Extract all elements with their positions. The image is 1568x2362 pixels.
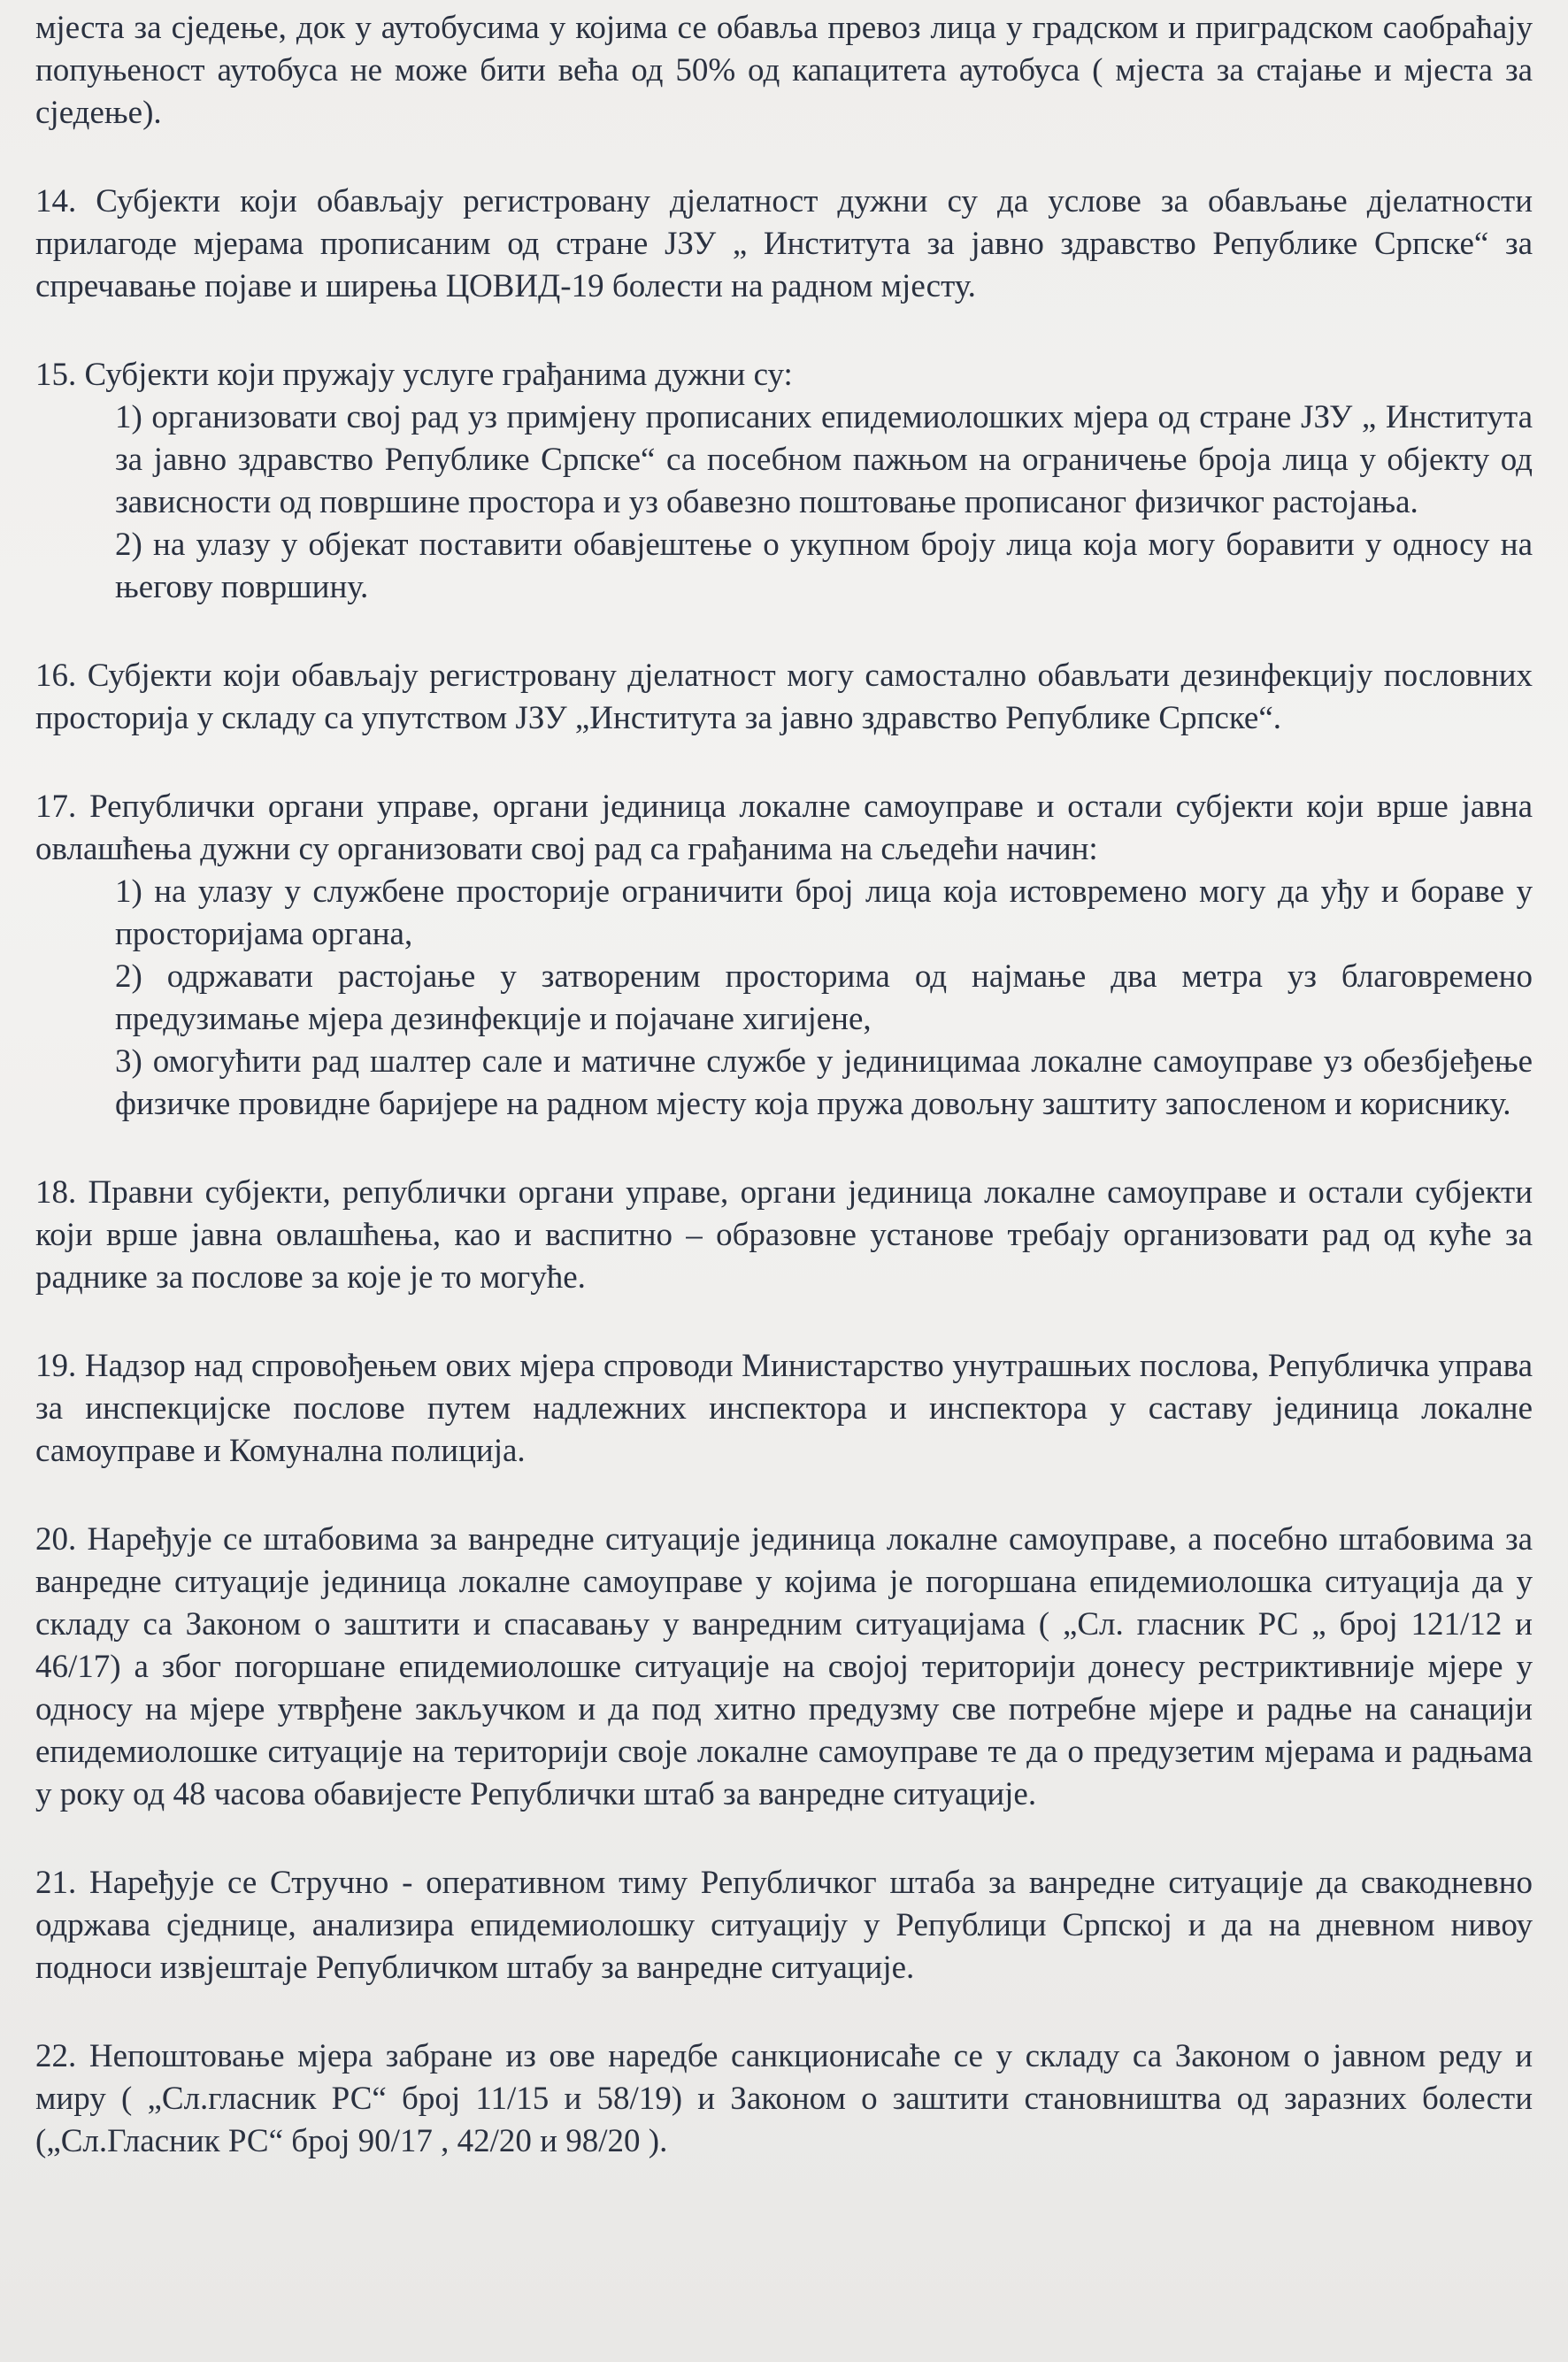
- intro-paragraph: [35, 7, 1533, 135]
- item-16: [35, 655, 1533, 740]
- item-18: [35, 1172, 1533, 1299]
- item-16-text: 16. Субјекти који обављају регистровану дјелатност могу самостално обављати дезинфекцију пословних просторија у складу са упутством ЈЗУ „Института за јавно здравство Републике Српске“.: [35, 658, 1533, 736]
- item-15-text: 15. Субјекти који пружају услуге грађанима дужни су:: [35, 357, 793, 393]
- item-15-subitems: [35, 396, 1533, 609]
- item-22: [35, 2035, 1533, 2163]
- item-17-text: 17. Републички органи управе, органи јединица локалне самоуправе и остали субјекти који врше јавна овлашћења дужни су организовати свој рад са грађанима на сљедећи начин:: [35, 789, 1533, 867]
- item-14-text: 14. Субјекти који обављају регистровану дјелатност дужни су да услове за обављање дјелатности прилагоде мјерама прописаним од стране ЈЗУ „ Института за јавно здравство Републике Српске“ за спречавање појаве и ширења ЦОВИД-19 болести на радном мјесту.: [35, 183, 1533, 304]
- item-19: [35, 1345, 1533, 1473]
- item-14: [35, 181, 1533, 308]
- item-17-subitem-1: 1) на улазу у службене просторије ограничити број лица која истовремено могу да уђу и бораве у просторијама органа,: [115, 873, 1533, 952]
- item-15-subitem-2: 2) на улазу у објекат поставити обавјештење о укупном броју лица која могу боравити у односу на његову површину.: [115, 527, 1533, 605]
- item-22-text: 22. Непоштовање мјера забране из ове наредбе санкционисаће се у складу са Законом о јавном реду и миру ( „Сл.гласник РС“ број 11/15 и 58/19) и Законом о заштити становништва од заразних болести („Сл.Гласник РС“ број 90/17 , 42/20 и 98/20 ).: [35, 2038, 1533, 2159]
- item-17-subitem-2: 2) одржавати растојање у затвореним просторима од најмање два метра уз благовремено предузимање мјера дезинфекције и појачане хигијене,: [115, 958, 1533, 1037]
- item-15-subitem-1: 1) организовати свој рад уз примјену прописаних епидемиолошких мјера од стране ЈЗУ „ Института за јавно здравство Републике Српске“ са посебном пажњом на ограничење броја лица у објекту од зависности од површине простора и уз обавезно поштовање прописаног физичког растојања.: [115, 399, 1533, 520]
- item-19-text: 19. Надзор над спровођењем ових мјера спроводи Министарство унутрашњих послова, Републичка управа за инспекцијске послове путем надлежних инспектора и инспектора у саставу јединица локалне самоуправе и Комунална полиција.: [35, 1348, 1533, 1469]
- item-21-text: 21. Наређује се Стручно - оперативном тиму Републичког штаба за ванредне ситуације да свакодневно одржава сједнице, анализира епидемиолошку ситуацију у Републици Српској и да на дневном нивоу подноси извјештаје Републичком штабу за ванредне ситуације.: [35, 1865, 1533, 1986]
- item-15: [35, 354, 1533, 609]
- item-20: [35, 1519, 1533, 1816]
- item-17-subitem-3: 3) омогућити рад шалтер сале и матичне службе у јединицимаа локалне самоуправе уз обезбјеђење физичке провидне баријере на радном мјесту која пружа довољну заштиту запосленом и кориснику.: [115, 1043, 1533, 1122]
- intro-text: мјеста за сједење, док у аутобусима у којима се обавља превоз лица у градском и приградском саобраћају попуњеност аутобуса не може бити већа од 50% од капацитета аутобуса ( мјеста за стајање и мјеста за сједење).: [35, 10, 1533, 131]
- item-17-subitems: [35, 871, 1533, 1126]
- item-20-text: 20. Наређује се штабовима за ванредне ситуације јединица локалне самоуправе, а посебно штабовима за ванредне ситуације јединица локалне самоуправе у којима је погоршана епидемиолошка ситуација да у складу са Законом о заштити и спасавању у ванредним ситуацијама ( „Сл. гласник РС „ број 121/12 и 46/17) а због погоршане епидемиолошке ситуације на својој територији донесу рестриктивније мјере у односу на мјере утврђене закључком и да под хитно предузму све потребне мјере и радње на санацији епидемиолошке ситуације на територији своје локалне самоуправе те да о предузетим мјерама и радњама у року од 48 часова обавијесте Републички штаб за ванредне ситуације.: [35, 1521, 1533, 1812]
- item-18-text: 18. Правни субјекти, републички органи управе, органи јединица локалне самоуправе и остали субјекти који врше јавна овлашћења, као и васпитно – образовне установе требају организовати рад од куће за раднике за послове за које је то могуће.: [35, 1174, 1533, 1296]
- item-21: [35, 1862, 1533, 1989]
- item-17: [35, 786, 1533, 1126]
